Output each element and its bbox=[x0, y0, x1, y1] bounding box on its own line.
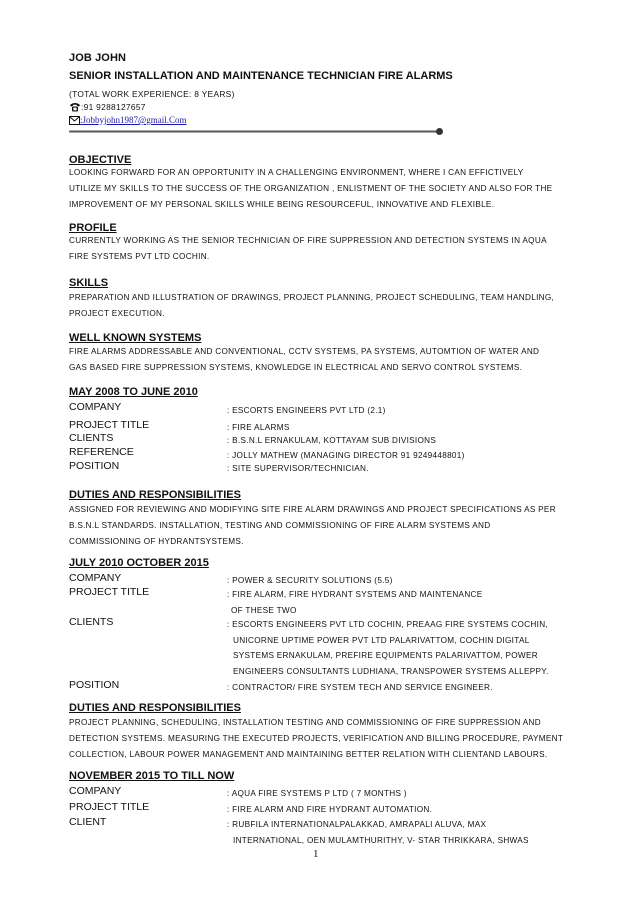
position-label: POSITION bbox=[69, 460, 120, 472]
job3-heading: NOVEMBER 2015 TO TILL NOW bbox=[69, 770, 235, 782]
job1-heading: MAY 2008 TO JUNE 2010 bbox=[69, 386, 198, 398]
company-value: : ESCORTS ENGINEERS PVT LTD (2.1) bbox=[227, 406, 386, 415]
reference-label: REFERENCE bbox=[69, 446, 134, 458]
skills-heading: SKILLS bbox=[69, 277, 109, 289]
company-label: COMPANY bbox=[69, 785, 122, 797]
project-title-label: PROJECT TITLE bbox=[69, 801, 150, 813]
duties2-line: DETECTION SYSTEMS. MEASURING THE EXECUTED PROJECTS, VERIFICATION AND BILLING PROCEDURE, PAYMENT bbox=[69, 734, 564, 743]
company-value: : AQUA FIRE SYSTEMS P LTD ( 7 MONTHS ) bbox=[227, 789, 407, 798]
profile-heading: PROFILE bbox=[69, 222, 117, 234]
skills-text bbox=[69, 290, 569, 322]
email-link[interactable]: :Jobbyjohn1987@gmail.Com bbox=[80, 115, 187, 125]
duties2-text bbox=[69, 715, 569, 763]
clients-label: CLIENTS bbox=[69, 432, 114, 444]
project-title-value bbox=[227, 587, 567, 618]
objective-line: LOOKING FORWARD FOR AN OPPORTUNITY IN A CHALLENGING ENVIRONMENT, WHERE I CAN EFFICTIVELY bbox=[69, 168, 524, 177]
systems-line: GAS BASED FIRE SUPPRESSION SYSTEMS, KNOWLEDGE IN ELECTRICAL AND SERVO CONTROL SYSTEMS. bbox=[69, 363, 523, 372]
header-divider bbox=[69, 130, 439, 133]
profile-line: CURRENTLY WORKING AS THE SENIOR TECHNICIAN OF FIRE SUPPRESSION AND DETECTION SYSTEMS IN AQUA bbox=[69, 236, 547, 245]
client-value bbox=[227, 817, 567, 848]
systems-text bbox=[69, 344, 569, 376]
client-label: CLIENT bbox=[69, 816, 107, 828]
objective-heading: OBJECTIVE bbox=[69, 154, 132, 166]
job-title: SENIOR INSTALLATION AND MAINTENANCE TECHNICIAN FIRE ALARMS bbox=[69, 70, 453, 82]
company-value: : POWER & SECURITY SOLUTIONS (5.5) bbox=[227, 576, 393, 585]
profile-line: FIRE SYSTEMS PVT LTD COCHIN. bbox=[69, 252, 210, 261]
systems-line: FIRE ALARMS ADDRESSABLE AND CONVENTIONAL, CCTV SYSTEMS, PA SYSTEMS, AUTOMTION OF WATER AND bbox=[69, 347, 540, 356]
client-line: INTERNATIONAL, OEN MULAMTHURITHY, V- STAR THRIKKARA, SHWAS bbox=[233, 835, 529, 845]
project-title-line: : FIRE ALARM, FIRE HYDRANT SYSTEMS AND MAINTENANCE bbox=[227, 590, 483, 599]
objective-line: IMPROVEMENT OF MY PERSONAL SKILLS WHILE BEING RESOURCEFUL, INNOVATIVE AND FLEXIBLE. bbox=[69, 200, 495, 209]
project-title-value: : FIRE ALARM AND FIRE HYDRANT AUTOMATION. bbox=[227, 805, 433, 814]
experience-summary: (TOTAL WORK EXPERIENCE: 8 YEARS) bbox=[69, 89, 235, 99]
job2-heading: JULY 2010 OCTOBER 2015 bbox=[69, 557, 209, 569]
email-line bbox=[69, 115, 187, 125]
clients-label: CLIENTS bbox=[69, 616, 114, 628]
duties2-line: PROJECT PLANNING, SCHEDULING, INSTALLATION TESTING AND COMMISSIONING OF FIRE SUPPRESSION AND bbox=[69, 718, 541, 727]
page-number: 1 bbox=[313, 848, 319, 860]
objective-line: UTILIZE MY SKILLS TO THE SUCCESS OF THE ORGANIZATION , ENLISTMENT OF THE SOCIETY AND ALSO FOR THE bbox=[69, 184, 553, 193]
phone-number: :91 9288127657 bbox=[81, 102, 146, 112]
duties2-line: COLLECTION, LABOUR POWER MANAGEMENT AND MAINTAINING BETTER RELATION WITH CLIENTAND LABOURS. bbox=[69, 750, 548, 759]
profile-text bbox=[69, 233, 569, 265]
project-title-label: PROJECT TITLE bbox=[69, 419, 150, 431]
phone-line bbox=[69, 102, 146, 112]
duties1-text bbox=[69, 502, 569, 550]
envelope-icon bbox=[69, 116, 80, 125]
duties1-heading: DUTIES AND RESPONSIBILITIES bbox=[69, 489, 241, 501]
client-line: : RUBFILA INTERNATIONALPALAKKAD, AMRAPALI ALUVA, MAX bbox=[227, 820, 487, 829]
position-value: : CONTRACTOR/ FIRE SYSTEM TECH AND SERVICE ENGINEER. bbox=[227, 683, 493, 692]
candidate-name: JOB JOHN bbox=[69, 52, 127, 64]
skills-line: PROJECT EXECUTION. bbox=[69, 309, 165, 318]
objective-text bbox=[69, 165, 569, 213]
telephone-icon bbox=[69, 102, 81, 112]
clients-value: : B.S.N.L ERNAKULAM, KOTTAYAM SUB DIVISIONS bbox=[227, 436, 437, 445]
clients-value bbox=[227, 617, 567, 679]
duties1-line: B.S.N.L STANDARDS. INSTALLATION, TESTING AND COMMISSIONING OF FIRE ALARM SYSTEMS AND bbox=[69, 521, 491, 530]
systems-heading: WELL KNOWN SYSTEMS bbox=[69, 332, 202, 344]
duties1-line: COMMISSIONING OF HYDRANTSYSTEMS. bbox=[69, 537, 244, 546]
skills-line: PREPARATION AND ILLUSTRATION OF DRAWINGS, PROJECT PLANNING, PROJECT SCHEDULING, TEAM HANDLING, bbox=[69, 293, 555, 302]
company-label: COMPANY bbox=[69, 401, 122, 413]
clients-line: SYSTEMS ERNAKULAM, PREFIRE EQUIPMENTS PALARIVATTOM, POWER bbox=[233, 651, 538, 660]
project-title-line: OF THESE TWO bbox=[231, 605, 297, 615]
clients-line: : ESCORTS ENGINEERS PVT LTD COCHIN, PREAAG FIRE SYSTEMS COCHIN, bbox=[227, 620, 548, 629]
clients-line: UNICORNE UPTIME POWER PVT LTD PALARIVATTOM, COCHIN DIGITAL bbox=[233, 635, 530, 645]
project-title-label: PROJECT TITLE bbox=[69, 586, 150, 598]
position-value: : SITE SUPERVISOR/TECHNICIAN. bbox=[227, 464, 369, 473]
duties1-line: ASSIGNED FOR REVIEWING AND MODIFYING SITE FIRE ALARM DRAWINGS AND PROJECT SPECIFICATIONS AS PER bbox=[69, 505, 556, 514]
duties2-heading: DUTIES AND RESPONSIBILITIES bbox=[69, 702, 241, 714]
project-title-value: : FIRE ALARMS bbox=[227, 423, 290, 432]
position-label: POSITION bbox=[69, 679, 120, 691]
company-label: COMPANY bbox=[69, 572, 122, 584]
clients-line: ENGINEERS CONSULTANTS LUDHIANA, TRANSPOWER SYSTEMS ALLEPPY. bbox=[233, 666, 549, 676]
header-divider-end bbox=[436, 128, 443, 135]
reference-value: : JOLLY MATHEW (MANAGING DIRECTOR 91 9249448801) bbox=[227, 451, 465, 460]
